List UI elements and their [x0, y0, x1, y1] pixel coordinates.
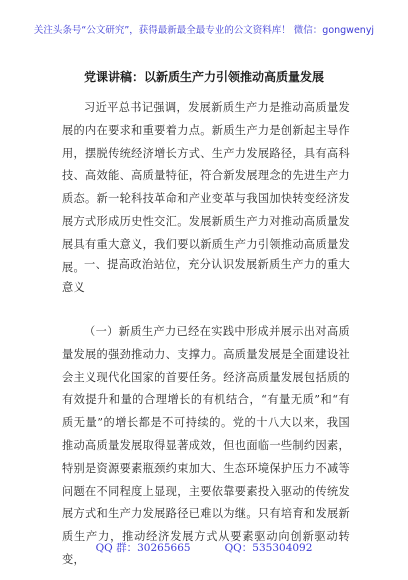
footer-qq: QQ：535304092: [224, 542, 313, 554]
footer-contact: [0, 540, 408, 555]
header-banner: 关注头条号“公文研究”，获得最新最全最专业的公文资料库！ 微信：gongwenyj: [33, 25, 375, 36]
paragraph-section-1: （一）新质生产力已经在实践中形成并展示出对高质量发展的强劲推动力、支撑力。高质量发展是全面建设社会主义现代化国家的首要任务。经济高质量发展包括质的有效提升和量的合理增长的有机结合，“有量无质”和“有质无量”的增长都是不可持续的。党的十八大以来，我国推动高质量发展取得显著成效，但也面临一些制约因素，特别是资源要素瓶颈约束加大、生态环境保护压力不减等问题在不同程度上显现，主要依靠要素投入驱动的传统发展方式和生产力发展路径已难以为继。只有培育和发展新质生产力，推动经济发展方式从要素驱动向创新驱动转变，: [62, 325, 350, 566]
paragraph-intro: 习近平总书记强调，发展新质生产力是推动高质量发展的内在要求和重要着力点。新质生产力是创新起主导作用，摆脱传统经济增长方式、生产力发展路径，具有高科技、高效能、高质量特征，符合新发展理念的先进生产力质态。新一轮科技革命和产业变革与我国加快转变经济发展方式形成历史性交汇。发展新质生产力对推动高质量发展具有重大意义，我们要以新质生产力引领推动高质量发展。: [62, 101, 350, 274]
document-title: 党课讲稿：以新质生产力引领推动高质量发展: [83, 70, 324, 84]
footer-qq-group: QQ 群：30265665: [95, 542, 191, 554]
section-heading-1: 一、提高政治站位，充分认识发展新质生产力的重大意义: [62, 258, 350, 294]
